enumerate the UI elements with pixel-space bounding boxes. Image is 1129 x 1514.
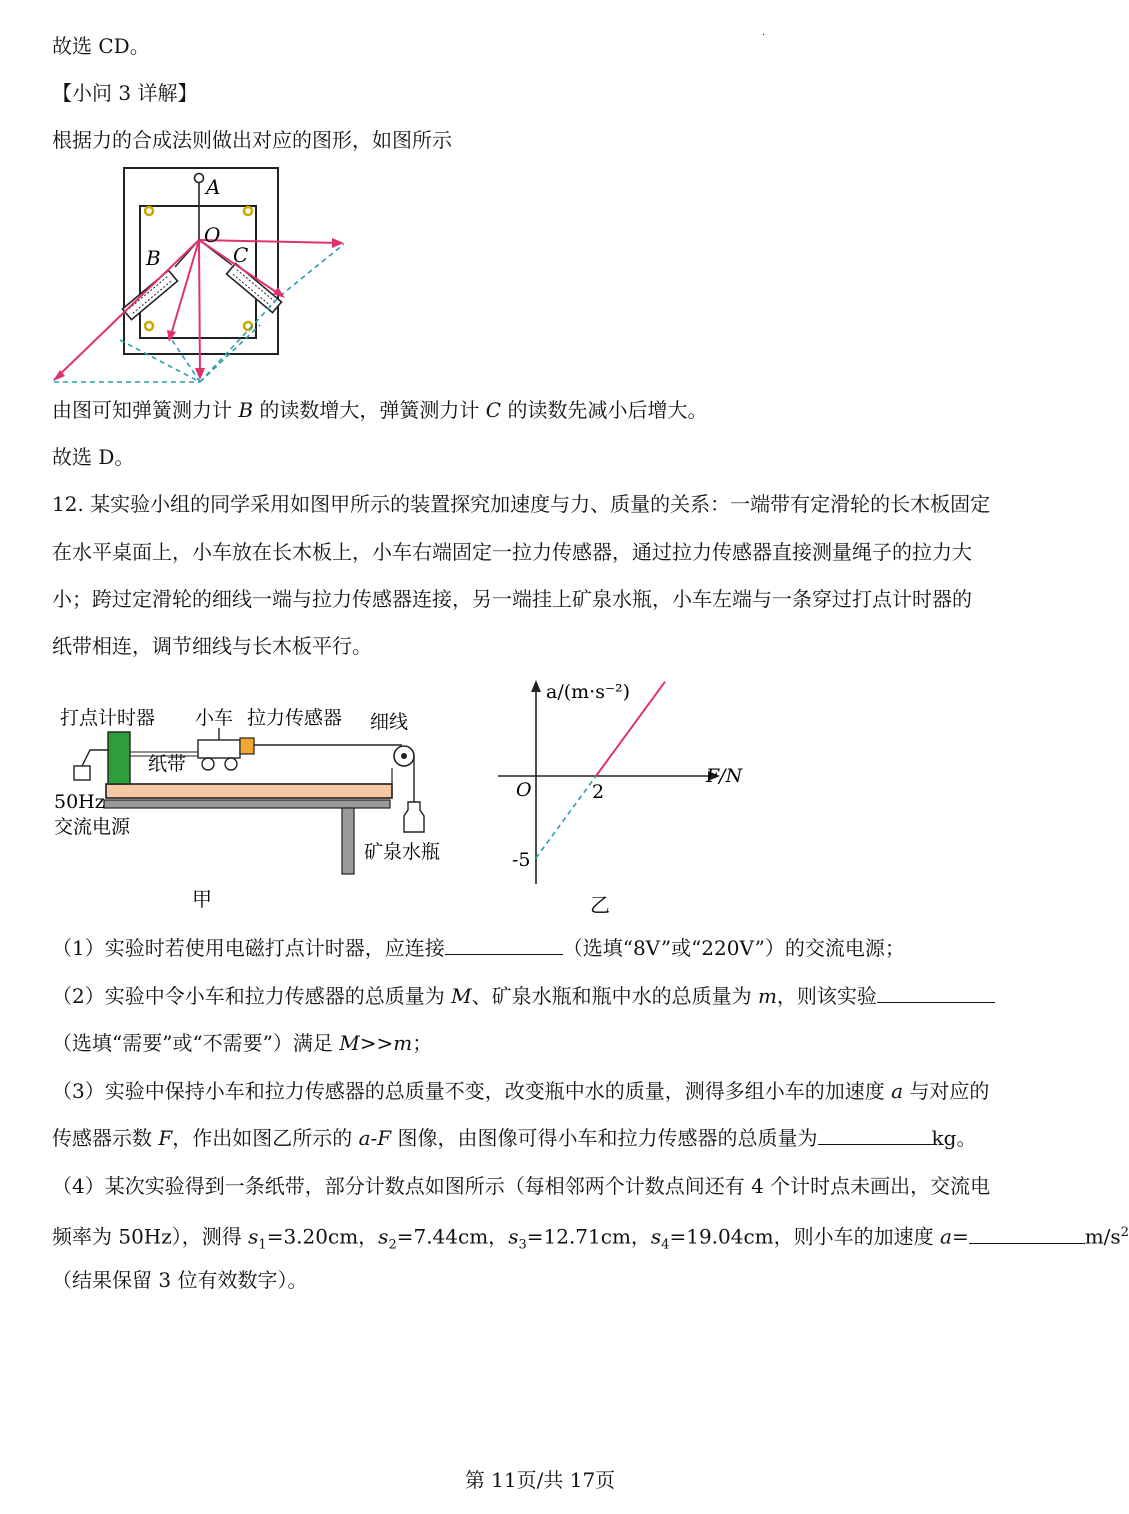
a-f-chart-yi [490,672,770,922]
y-axis-arrow [531,680,541,692]
label-b: B [146,246,161,270]
caption-jia: 甲 [192,887,212,911]
answer-d: 故选 D。 [52,445,135,469]
label-o: O [204,223,221,247]
caption-yi: 乙 [590,893,610,917]
part-4-cont: 频率为 50Hz），测得 $s_1=3.20cm$，$s_2=7.44cm$，$s_3=12.71cm$，$s_4=19.04cm$，则小车的加速度 $a= m/s^2$ [52,1224,1129,1253]
answer-cd: 故选 CD。 [52,34,150,58]
y-tick-minus5: -5 [512,849,531,871]
label-timer: 打点计时器 [60,707,156,729]
question-12-line2: 在水平桌面上，小车放在长木板上，小车右端固定一拉力传感器，通过拉力传感器直接测量绳子的拉力大 [52,540,972,564]
force-composition-figure [40,160,370,390]
question-12-line1: 12. 某实验小组的同学采用如图甲所示的装置探究加速度与力、质量的关系：一端带有定滑轮的长木板固定 [52,492,991,516]
label-50hz: 50Hz [54,791,105,813]
label-tape: 纸带 [148,753,187,775]
label-a: A [206,175,221,199]
x-tick-2: 2 [592,781,605,803]
part-2: （2）实验中令小车和拉力传感器的总质量为 M、矿泉水瓶和瓶中水的总质量为 m，则该实验 [52,982,995,1010]
question-12-line3: 小；跨过定滑轮的细线一端与拉力传感器连接，另一端挂上矿泉水瓶，小车左端与一条穿过打点计时器的 [52,587,972,611]
conclusion-text: 由图可知弹簧测力计 B 的读数增大，弹簧测力计 C 的读数先减小后增大。 [52,398,708,422]
answer-blank-3[interactable] [818,1124,932,1145]
label-cart: 小车 [195,707,234,729]
label-bottle: 矿泉水瓶 [364,841,441,863]
part-2-cont: （选填“需要”或“不需要”）满足 M>>m； [52,1031,433,1055]
label-string: 细线 [370,711,409,733]
question-12-line4: 纸带相连，调节细线与长木板平行。 [52,634,372,658]
answer-blank-1[interactable] [445,934,563,955]
y-axis-label: a/(m·s⁻²) [546,681,631,703]
label-c: C [233,243,249,267]
stray-dot: · [762,30,766,41]
subquestion-3-heading: 【小问 3 详解】 [52,81,198,105]
part-4: （4）某次实验得到一条纸带，部分计数点如图所示（每相邻两个计数点间还有 4 个计时点未画出，交流电 [52,1174,991,1198]
part-1: （1）实验时若使用电磁打点计时器，应连接 （选填“8V”或“220V”）的交流电源； [52,936,905,960]
page-footer: 第 11页/共 17页 [464,1468,616,1492]
answer-blank-4[interactable] [969,1223,1085,1244]
part-4-note: （结果保留 3 位有效数字）。 [52,1268,308,1292]
x-axis-label: F/N [706,765,743,787]
explanation-text: 根据力的合成法则做出对应的图形，如图所示 [52,128,452,152]
label-sensor: 拉力传感器 [247,707,343,729]
series-extrapolated-line [536,776,596,858]
part-3: （3）实验中保持小车和拉力传感器的总质量不变，改变瓶中水的质量，测得多组小车的加速度 a 与对应的 [52,1079,990,1103]
apparatus-figure-jia [50,690,470,920]
part-3-cont: 传感器示数 F，作出如图乙所示的 a-F 图像，由图像可得小车和拉力传感器的总质量为 kg。 [52,1126,977,1150]
label-power: 交流电源 [54,816,131,838]
answer-blank-2[interactable] [877,982,995,1003]
origin-label: O [516,779,532,801]
